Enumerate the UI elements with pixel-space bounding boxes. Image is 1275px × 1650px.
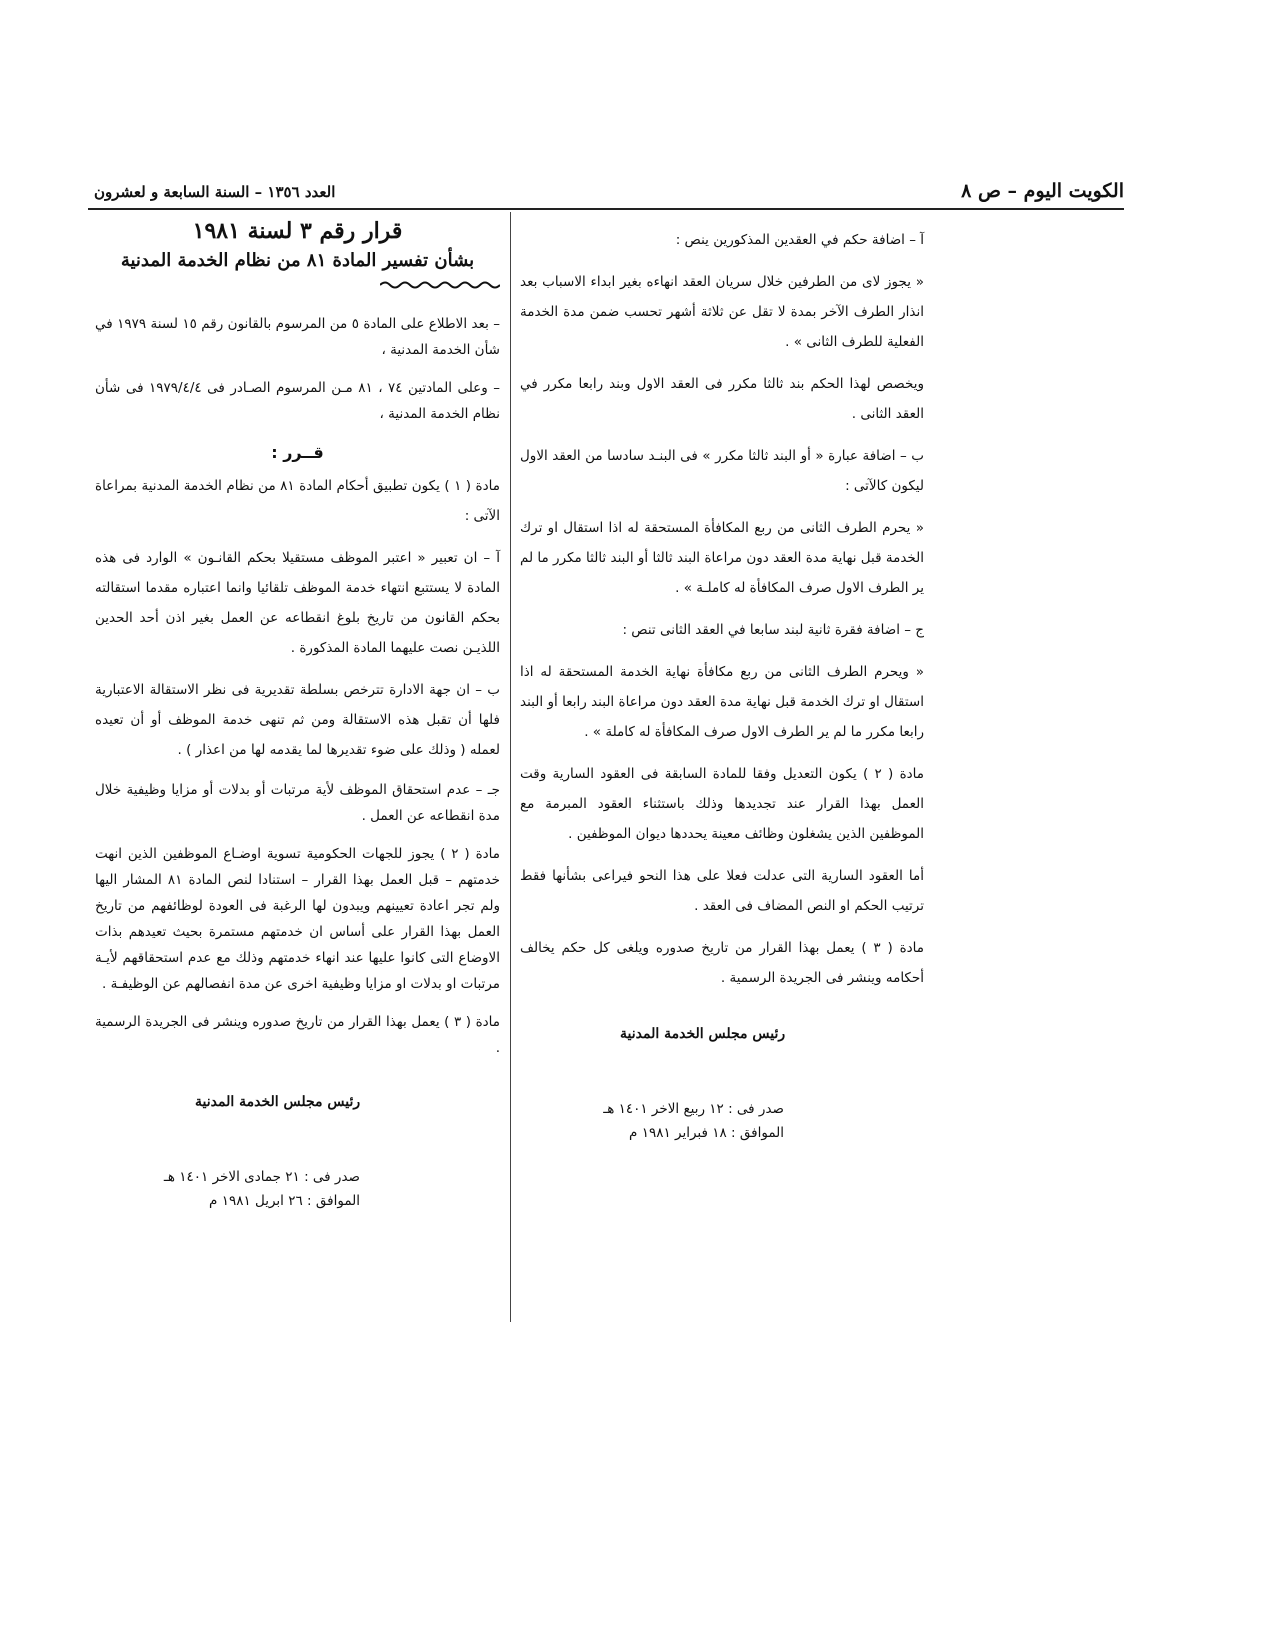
issue-date-gregorian: الموافق : ١٨ فبراير ١٩٨١ م bbox=[629, 1125, 784, 1141]
decision-subtitle: بشأن تفسير المادة ٨١ من نظام الخدمة المدنية bbox=[120, 250, 475, 271]
paragraph: « ويحرم الطرف الثانى من ربع مكافأة نهاية الخدمة المستحقة له اذا استقال او ترك الخدمة قبل نهاية مدة العقد دون مراعاة البند رابعا أو البند رابعا مكرر ما لم ير الطرف الاول صرف المكافأة له كاملة » . bbox=[520, 664, 924, 740]
column-divider bbox=[510, 212, 511, 1322]
issue-date bbox=[520, 1097, 924, 1145]
paragraph: أما العقود السارية التى عدلت فعلا على هذا النحو فيراعى بشأنها فقط ترتيب الحكم او النص المضاف فى العقد . bbox=[520, 868, 924, 914]
paragraph: ويخصص لهذا الحكم بند ثالثا مكرر فى العقد الاول وبند رابعا مكرر في العقد الثانى . bbox=[520, 376, 924, 422]
paragraph: آ – ان تعبير « اعتبر الموظف مستقيلا بحكم القانـون » الوارد فى هذه المادة لا يستتبع انتهاء خدمة الموظف تلقائيا وانما اعتباره مقدما استقالته بحكم القانون من تاريخ بلوغ انقطاعه عن العمل بغير اذن أحد الحدين اللذيـن نصت عليهما المادة المذكورة . bbox=[95, 550, 500, 656]
paragraph: مادة ( ٣ ) يعمل بهذا القرار من تاريخ صدوره ويلغى كل حكم يخالف أحكامه وينشر فى الجريدة الرسمية . bbox=[520, 940, 924, 986]
paragraph: « يحرم الطرف الثانى من ربع المكافأة المستحقة له اذا استقال او ترك الخدمة قبل نهاية مدة العقد دون مراعاة البند ثالثا أو البند ثالثا مكرر ما لم ير الطرف الاول صرف المكافأة له كاملـة » . bbox=[520, 520, 924, 596]
page-header bbox=[88, 180, 1124, 210]
paragraph: « يجوز لاى من الطرفين خلال سريان العقد انهاءه بغير ابداء الاسباب بعد انذار الطرف الآخر بمدة لا تقل عن ثلاثة أشهر تحسب ضمن مدة الخدمة الفعلية للطرف الثانى » . bbox=[520, 274, 924, 350]
issue-date bbox=[95, 1165, 500, 1213]
left-column bbox=[95, 212, 500, 1213]
newspaper-name: الكويت اليوم – ص ٨ bbox=[961, 180, 1124, 202]
paragraph: مادة ( ٢ ) يكون التعديل وفقا للمادة السابقة فى العقود السارية وقت العمل بهذا القرار عند تجديدها وذلك باستثناء العقود المبرمة مع الموظفين الذين يشغلون وظائف معينة يحددها ديوان الموظفين . bbox=[520, 766, 924, 842]
right-column bbox=[520, 225, 924, 1145]
decision-title: قرار رقم ٣ لسنة ١٩٨١ bbox=[192, 218, 403, 244]
paragraph: ب – ان جهة الادارة تترخص بسلطة تقديرية فى نظر الاستقالة الاعتبارية فلها أن تقبل هذه الاستقالة ومن ثم تنهى خدمة الموظف أو أن تعيده لعمله ( وذلك على ضوء تقديرها لما يقدمه لها من اعذار ) . bbox=[95, 682, 500, 758]
paragraph: ب – اضافة عبارة « أو البند ثالثا مكرر » فى البنـد سادسا من العقد الاول ليكون كالآتى : bbox=[520, 448, 924, 494]
signature-title: رئيس مجلس الخدمة المدنية bbox=[620, 1026, 786, 1042]
paragraph: مادة ( ٣ ) يعمل بهذا القرار من تاريخ صدوره وينشر فى الجريدة الرسمية . bbox=[95, 1014, 501, 1056]
paragraph: آ – اضافة حكم في العقدين المذكورين ينص : bbox=[675, 232, 924, 248]
issue-date-gregorian: الموافق : ٢٦ ابريل ١٩٨١ م bbox=[209, 1193, 360, 1209]
paragraph: ج – اضافة فقرة ثانية لبند سابعا في العقد الثانى تنص : bbox=[622, 622, 924, 638]
issue-date-hijri: صدر فى : ٢١ جمادى الاخر ١٤٠١ هـ bbox=[163, 1169, 360, 1185]
wavy-divider bbox=[380, 280, 500, 290]
signature-title: رئيس مجلس الخدمة المدنية bbox=[195, 1094, 361, 1110]
issue-number: العدد ١٣٥٦ – السنة السابعة و لعشرون bbox=[94, 183, 336, 201]
paragraph: جـ – عدم استحقاق الموظف لأية مرتبات أو بدلات أو مزايا وظيفية خلال مدة انقطاعه عن العمل . bbox=[95, 782, 500, 824]
paragraph: مادة ( ٢ ) يجوز للجهات الحكومية تسوية اوضـاع الموظفين الذين انهت خدمتهم – قبل العمل بهذا القرار – استنادا لنص المادة ٨١ المشار اليها ولم تجر اعادة تعيينهم ويبدون لها الرغبة فى العودة لوظائفهم من تاريخ العمل بهذا القرار على أساس ان خدمتهم مستمرة بحيث تعيدهم بذات الاوضاع التى كانوا عليها عند انهاء خدمتهم وذلك مع عدم استحقاقهم لأيـة مرتبات او بدلات او مزايا وظيفية اخرى عن مدة انفصالهم عن الوظيفـة . bbox=[95, 846, 501, 992]
preamble: – بعد الاطلاع على المادة ٥ من المرسوم بالقانون رقم ١٥ لسنة ١٩٧٩ في شأن الخدمة المدنية ، bbox=[95, 316, 500, 358]
preamble: – وعلى المادتين ٧٤ ، ٨١ مـن المرسوم الصـادر فى ١٩٧٩/٤/٤ فى شأن نظام الخدمة المدنية ، bbox=[95, 380, 500, 422]
issue-date-hijri: صدر فى : ١٢ ربيع الاخر ١٤٠١ هـ bbox=[603, 1101, 784, 1117]
decided-heading: قــرر : bbox=[271, 443, 324, 462]
paragraph: مادة ( ١ ) يكون تطبيق أحكام المادة ٨١ من نظام الخدمة المدنية بمراعاة الآتى : bbox=[95, 478, 500, 524]
